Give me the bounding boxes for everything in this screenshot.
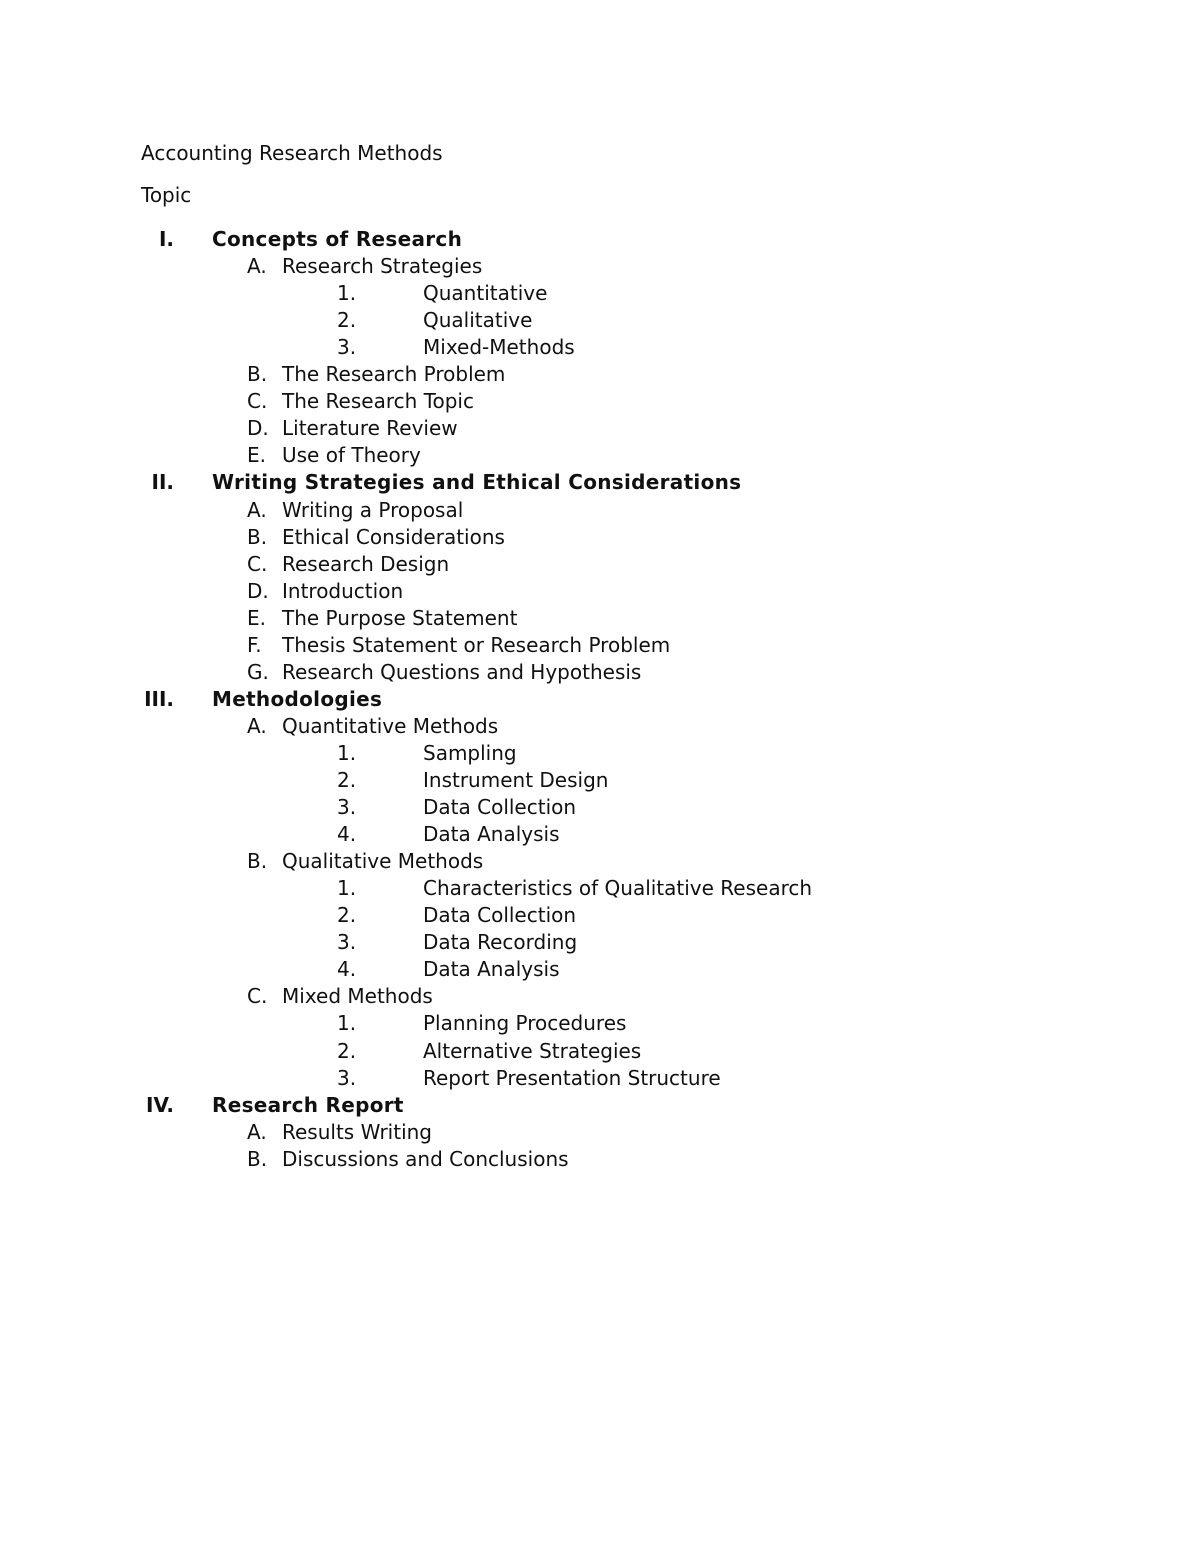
item-number: 2. — [337, 768, 357, 792]
subsection-letter: E. — [247, 605, 266, 630]
outline-item — [0, 740, 1200, 767]
section-label: Methodologies — [212, 686, 383, 711]
item-label: Alternative Strategies — [423, 1038, 642, 1063]
outline-subsection — [0, 1119, 1200, 1146]
subsection-label: Research Design — [282, 551, 450, 576]
outline-subsection — [0, 497, 1200, 524]
item-label: Quantitative — [423, 281, 548, 306]
item-label: Instrument Design — [423, 768, 609, 792]
item-label: Mixed-Methods — [423, 335, 575, 360]
outline-item — [0, 929, 1200, 956]
subsection-letter: D. — [247, 416, 269, 441]
item-number: 1. — [337, 281, 357, 306]
item-label: Report Presentation Structure — [423, 1065, 721, 1090]
item-label: Sampling — [423, 740, 517, 765]
subsection-label: Use of Theory — [282, 443, 421, 468]
outline-subsection — [0, 361, 1200, 388]
item-number: 1. — [337, 740, 357, 765]
outline-subsection — [0, 659, 1200, 686]
outline-item — [0, 334, 1200, 361]
outline-item — [0, 1010, 1200, 1037]
subsection-letter: B. — [247, 362, 268, 387]
item-label: Data Recording — [423, 930, 578, 955]
outline-subsection — [0, 632, 1200, 659]
section-numeral: I. — [158, 227, 174, 251]
outline-item — [0, 767, 1200, 794]
subsection-label: Mixed Methods — [282, 984, 433, 1009]
section-label: Concepts of Research — [212, 227, 463, 251]
item-number: 3. — [337, 795, 357, 820]
item-label: Planning Procedures — [423, 1011, 627, 1036]
subsection-letter: B. — [247, 1146, 268, 1171]
subsection-letter: A. — [247, 497, 267, 522]
item-label: Data Collection — [423, 903, 577, 928]
subsection-letter: G. — [247, 659, 269, 684]
item-number: 3. — [337, 335, 357, 360]
subsection-label: The Research Topic — [282, 389, 474, 414]
subsection-letter: C. — [247, 551, 268, 576]
item-number: 1. — [337, 1011, 357, 1036]
subsection-letter: E. — [247, 443, 266, 468]
subsection-label: Research Questions and Hypothesis — [282, 659, 642, 684]
subsection-label: Research Strategies — [282, 254, 483, 279]
subsection-label: Discussions and Conclusions — [282, 1146, 569, 1171]
outline-item — [0, 956, 1200, 983]
subsection-letter: A. — [247, 713, 267, 738]
item-number: 2. — [337, 903, 357, 928]
section-label: Research Report — [212, 1092, 404, 1117]
section-numeral: III. — [144, 686, 174, 711]
item-label: Data Collection — [423, 795, 577, 820]
item-label: Qualitative — [423, 308, 533, 333]
subsection-label: Thesis Statement or Research Problem — [282, 632, 671, 657]
outline-section — [0, 226, 1200, 253]
outline-item — [0, 794, 1200, 821]
section-numeral: II. — [151, 470, 174, 495]
outline-item — [0, 821, 1200, 848]
subsection-letter: B. — [247, 849, 268, 874]
outline-item — [0, 875, 1200, 902]
item-number: 4. — [337, 957, 357, 982]
subsection-label: The Purpose Statement — [282, 605, 518, 630]
subsection-label: Writing a Proposal — [282, 497, 464, 522]
outline-subsection — [0, 442, 1200, 469]
item-number: 3. — [337, 1065, 357, 1090]
outline-subsection — [0, 605, 1200, 632]
subsection-letter: A. — [247, 1119, 267, 1144]
outline-subsection — [0, 551, 1200, 578]
outline-subsection — [0, 1146, 1200, 1173]
outline-item — [0, 307, 1200, 334]
subsection-letter: C. — [247, 984, 268, 1009]
item-number: 2. — [337, 1038, 357, 1063]
outline-item — [0, 902, 1200, 929]
outline-section — [0, 1092, 1200, 1119]
outline-subsection — [0, 524, 1200, 551]
subsection-label: Results Writing — [282, 1119, 432, 1144]
item-label: Data Analysis — [423, 957, 560, 982]
outline-subsection — [0, 415, 1200, 442]
item-number: 3. — [337, 930, 357, 955]
subsection-letter: A. — [247, 254, 267, 279]
subsection-letter: B. — [247, 524, 268, 549]
outline-item — [0, 1065, 1200, 1092]
subsection-label: Introduction — [282, 578, 404, 603]
item-label: Data Analysis — [423, 822, 560, 847]
subsection-label: Quantitative Methods — [282, 713, 499, 738]
item-number: 4. — [337, 822, 357, 847]
outline-subsection — [0, 848, 1200, 875]
outline-section — [0, 686, 1200, 713]
item-number: 2. — [337, 308, 357, 333]
outline-item — [0, 280, 1200, 307]
subsection-label: Literature Review — [282, 416, 458, 441]
subsection-label: Ethical Considerations — [282, 524, 505, 549]
outline-subsection — [0, 253, 1200, 280]
subsection-letter: C. — [247, 389, 268, 414]
section-label: Writing Strategies and Ethical Considerations — [212, 470, 742, 495]
subsection-letter: D. — [247, 578, 269, 603]
section-numeral: IV. — [146, 1092, 174, 1117]
subsection-label: The Research Problem — [282, 362, 506, 387]
outline-section — [0, 469, 1200, 496]
outline-subsection — [0, 713, 1200, 740]
outline-subsection — [0, 388, 1200, 415]
outline-subsection — [0, 983, 1200, 1010]
subsection-letter: F. — [247, 632, 262, 657]
subsection-label: Qualitative Methods — [282, 849, 484, 874]
document-title: Accounting Research Methods — [141, 141, 443, 165]
item-number: 1. — [337, 876, 357, 901]
topic-heading: Topic — [141, 183, 192, 207]
item-label: Characteristics of Qualitative Research — [423, 876, 813, 901]
outline-item — [0, 1038, 1200, 1065]
outline-subsection — [0, 578, 1200, 605]
